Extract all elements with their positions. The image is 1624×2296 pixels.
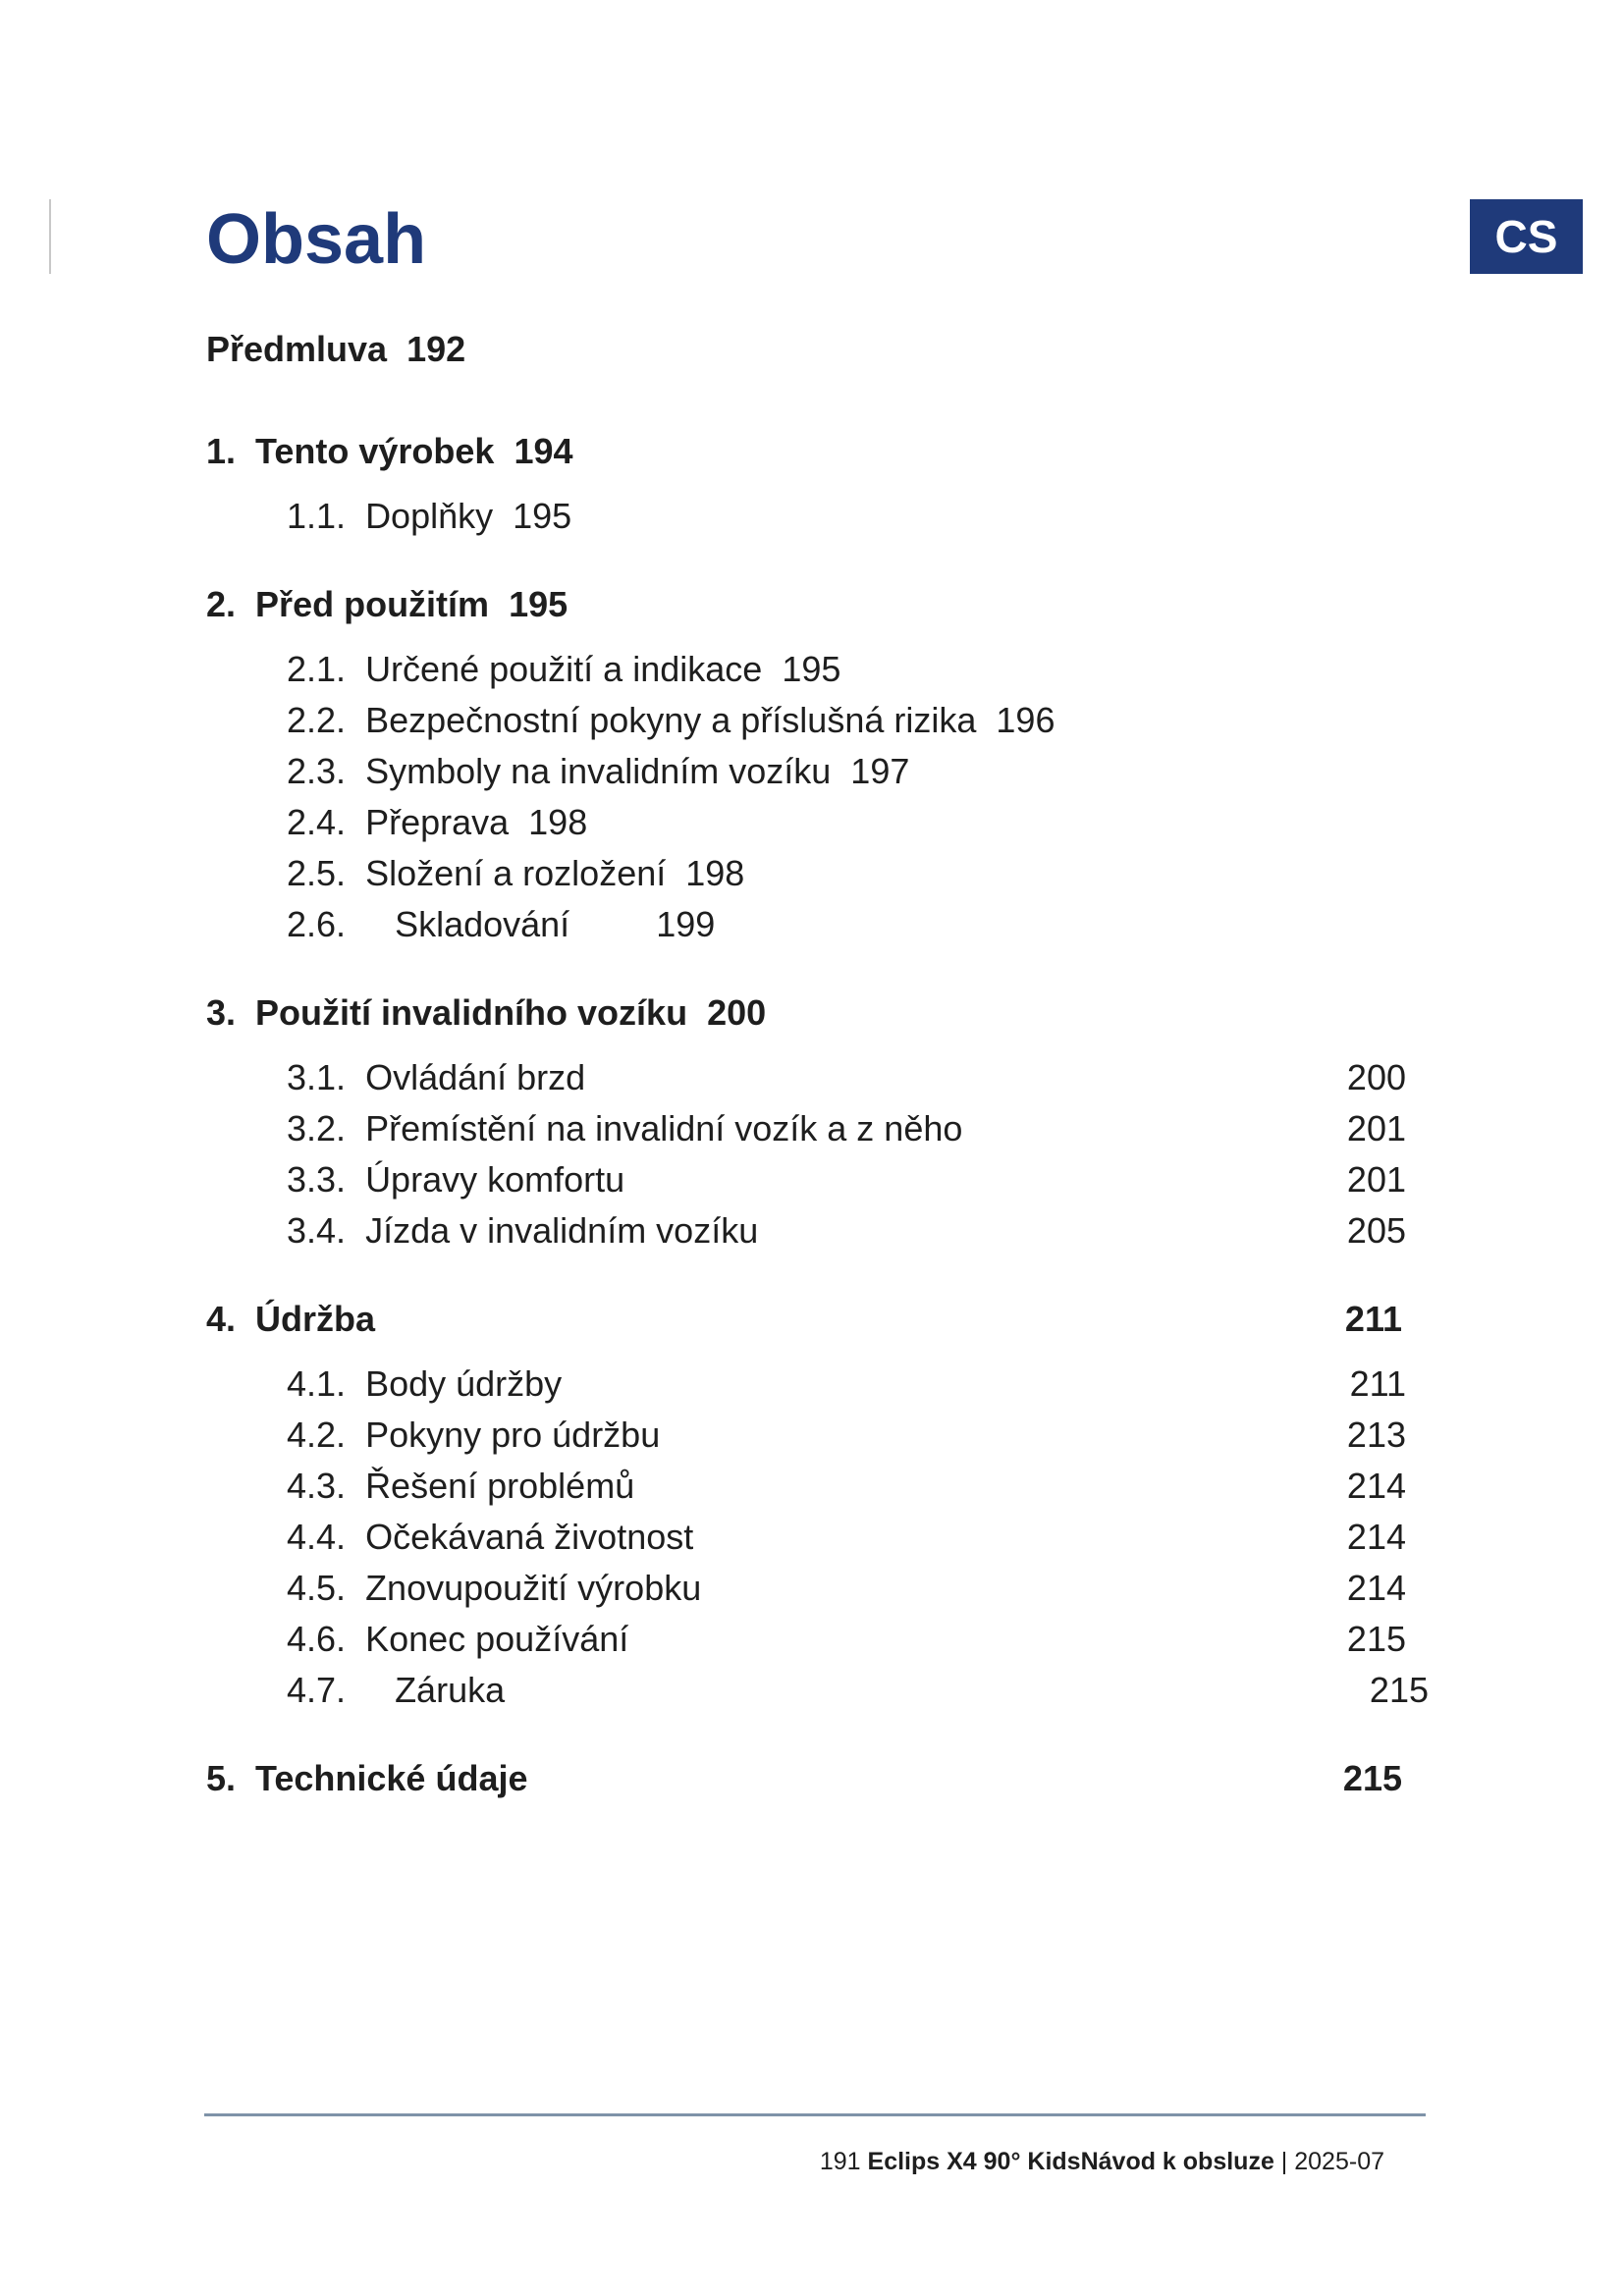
toc-item-page: 195 (782, 649, 841, 689)
toc-item-2-4[interactable] (287, 802, 588, 842)
toc-section-number: 4. (206, 1299, 237, 1339)
toc-item-page: 200 (1346, 1057, 1406, 1097)
toc-section-page: 215 (1342, 1758, 1402, 1798)
toc-item-label: Body údržby (365, 1363, 563, 1404)
toc-item-number: 3.4. (287, 1210, 347, 1251)
toc-item-label: Ovládání brzd (365, 1057, 586, 1097)
toc-section-number: 1. (206, 431, 237, 471)
toc-item-number: 4.2. (287, 1415, 347, 1455)
toc-item-number: 2.5. (287, 853, 347, 893)
toc-section-number: 3. (206, 992, 237, 1033)
toc-section-number: 5. (206, 1758, 237, 1798)
toc-item-4-3[interactable] (287, 1468, 634, 1504)
toc-item-3-4[interactable] (287, 1210, 759, 1251)
toc-item-3-1[interactable] (287, 1057, 586, 1097)
toc-item-label: Řešení problémů (365, 1466, 635, 1506)
toc-item-4-4[interactable] (287, 1517, 694, 1557)
toc-section-label: Tento výrobek (255, 431, 495, 471)
toc-section-1[interactable] (206, 431, 573, 471)
toc-item-2-5[interactable] (287, 853, 745, 893)
toc-item-number: 4.5. (287, 1568, 347, 1608)
left-margin-rule (49, 199, 51, 274)
toc-section-3[interactable] (206, 992, 767, 1033)
footer-product-name: Eclips X4 90° Kids (867, 2148, 1081, 2175)
toc-item-4-2[interactable] (287, 1417, 660, 1453)
toc-item-number: 4.6. (287, 1619, 347, 1659)
toc-item-number: 4.1. (287, 1363, 347, 1404)
toc-item-number: 4.4. (287, 1517, 347, 1557)
toc-item-number: 4.7. (287, 1670, 347, 1710)
toc-item-4-1[interactable] (287, 1363, 563, 1404)
toc-item-page: 199 (656, 904, 716, 944)
toc-item-2-1[interactable] (287, 649, 841, 689)
toc-item-label: Přemístění na invalidní vozík a z něho (365, 1108, 963, 1148)
toc-item-label: Symboly na invalidním vozíku (365, 751, 832, 791)
toc-item-page: 214 (1346, 1517, 1406, 1557)
toc-section-label: Před použitím (255, 584, 490, 624)
toc-item-number: 4.3. (287, 1466, 347, 1506)
toc-section-2[interactable] (206, 584, 568, 624)
language-badge: CS (1470, 199, 1583, 274)
toc-item-page: 213 (1346, 1415, 1406, 1455)
toc-item-page: 215 (1369, 1670, 1429, 1710)
toc-section-4[interactable] (206, 1299, 376, 1339)
toc-item-4-5[interactable] (287, 1568, 702, 1608)
toc-item-label: Konec používání (365, 1619, 629, 1659)
toc-item-label: Úpravy komfortu (365, 1159, 625, 1200)
toc-item-3-3[interactable] (287, 1159, 625, 1200)
toc-section-number: 2. (206, 584, 237, 624)
toc-item-number: 3.3. (287, 1159, 347, 1200)
toc-section-page: 200 (707, 992, 767, 1033)
footer-date: 2025-07 (1294, 2148, 1384, 2175)
toc-item-label: Záruka (395, 1670, 506, 1710)
toc-item-label: Pokyny pro údržbu (365, 1415, 661, 1455)
toc-item-label: Určené použití a indikace (365, 649, 763, 689)
toc-item-page: 211 (1349, 1363, 1406, 1404)
toc-section-label: Údržba (255, 1299, 376, 1339)
footer-page-number: 191 (819, 2148, 861, 2175)
toc-item-label: Doplňky (365, 496, 494, 536)
toc-item-4-6[interactable] (287, 1619, 629, 1659)
toc-item-page: 201 (1346, 1159, 1406, 1200)
toc-item-label: Skladování (395, 904, 570, 944)
toc-item-number: 1.1. (287, 496, 347, 536)
page-footer (820, 2148, 1384, 2176)
footer-doc-type: Návod k obsluze (1080, 2148, 1274, 2175)
toc-item-page: 198 (685, 853, 745, 893)
toc-item-page: 205 (1346, 1210, 1406, 1251)
toc-item-page: 196 (996, 700, 1056, 740)
toc-item-number: 3.2. (287, 1108, 347, 1148)
toc-preface-label: Předmluva (206, 329, 388, 369)
toc-section-page: 194 (514, 431, 573, 471)
toc-item-page: 214 (1346, 1568, 1406, 1608)
toc-item-2-3[interactable] (287, 751, 910, 791)
toc-item-label: Bezpečnostní pokyny a příslušná rizika (365, 700, 977, 740)
toc-section-label: Technické údaje (255, 1758, 528, 1798)
toc-item-number: 2.4. (287, 802, 347, 842)
toc-preface[interactable] (206, 329, 466, 369)
toc-section-label: Použití invalidního vozíku (255, 992, 688, 1033)
toc-item-page: 198 (528, 802, 588, 842)
toc-item-1-1[interactable] (287, 496, 572, 536)
toc-section-page: 211 (1344, 1299, 1402, 1339)
toc-item-number: 2.3. (287, 751, 347, 791)
toc-item-number: 2.1. (287, 649, 347, 689)
toc-item-4-7[interactable] (287, 1670, 506, 1710)
footer-divider (204, 2113, 1426, 2116)
toc-preface-page: 192 (406, 329, 466, 369)
toc-item-2-2[interactable] (287, 700, 1056, 740)
toc-item-number: 3.1. (287, 1057, 347, 1097)
toc-item-label: Složení a rozložení (365, 853, 667, 893)
toc-item-page: 195 (513, 496, 572, 536)
footer-separator: | (1280, 2148, 1288, 2175)
toc-item-label: Očekávaná životnost (365, 1517, 694, 1557)
toc-item-page: 197 (850, 751, 910, 791)
toc-item-page: 214 (1346, 1466, 1406, 1506)
toc-item-page: 215 (1346, 1619, 1406, 1659)
toc-section-page: 195 (509, 584, 568, 624)
page-title: Obsah (206, 200, 427, 279)
toc-item-number: 2.6. (287, 904, 347, 944)
toc-item-label: Přeprava (365, 802, 510, 842)
toc-item-2-6[interactable] (287, 904, 716, 944)
toc-item-number: 2.2. (287, 700, 347, 740)
toc-item-label: Znovupoužití výrobku (365, 1568, 702, 1608)
toc-item-3-2[interactable] (287, 1108, 963, 1148)
toc-item-page: 201 (1346, 1108, 1406, 1148)
toc-section-5[interactable] (206, 1758, 528, 1798)
toc-item-label: Jízda v invalidním vozíku (365, 1210, 759, 1251)
